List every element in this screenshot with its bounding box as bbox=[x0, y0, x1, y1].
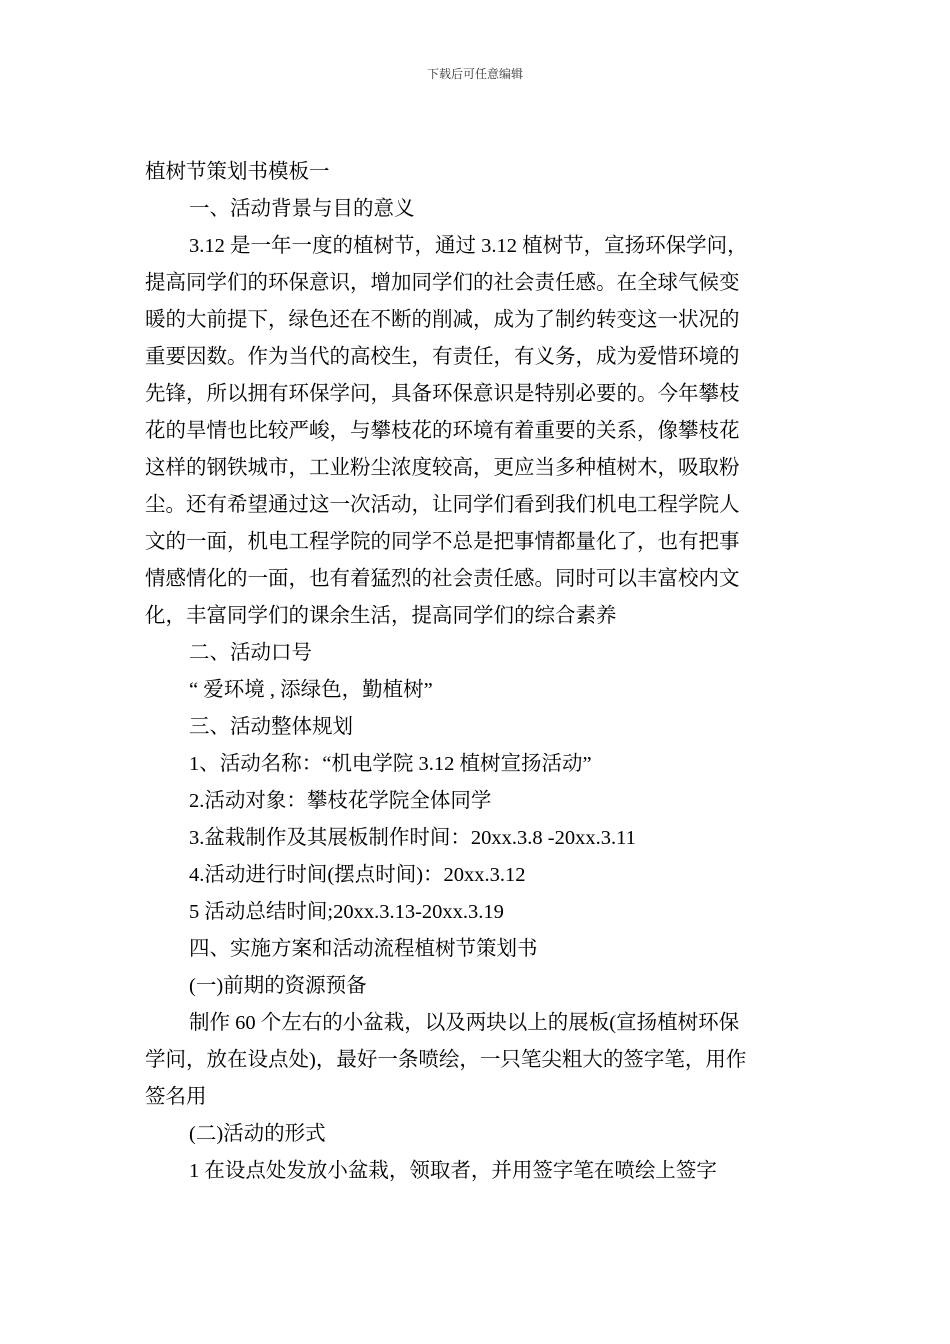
text-line: 4.活动进行时间(摆点时间)：20xx.3.12 bbox=[189, 864, 526, 886]
text-line: 这样的钢铁城市，工业粉尘浓度较高，更应当多种植树木，吸取粉 bbox=[145, 457, 740, 479]
text-line: 文的一面，机电工程学院的同学不总是把事情都量化了，也有把事 bbox=[145, 531, 740, 553]
text-line: 花的旱情也比较严峻，与攀枝花的环境有着重要的关系，像攀枝花 bbox=[145, 420, 740, 442]
text-line: 5 活动总结时间;20xx.3.13-20xx.3.19 bbox=[189, 901, 504, 923]
text-line: 化，丰富同学们的课余生活，提高同学们的综合素养 bbox=[145, 605, 617, 627]
document-body bbox=[145, 154, 810, 1190]
text-line: (一)前期的资源预备 bbox=[189, 975, 367, 997]
text-line: “ 爱环境 , 添绿色，勤植树” bbox=[189, 679, 433, 701]
text-line: 尘。还有希望通过这一次活动，让同学们看到我们机电工程学院人 bbox=[145, 494, 740, 516]
text-line: 1、活动名称：“机电学院 3.12 植树宣扬活动” bbox=[189, 753, 592, 775]
text-line: 先锋，所以拥有环保学问，具备环保意识是特别必要的。今年攀枝 bbox=[145, 383, 740, 405]
text-line: 重要因数。作为当代的高校生，有责任，有义务，成为爱惜环境的 bbox=[145, 346, 740, 368]
text-line: 暖的大前提下，绿色还在不断的削减，成为了制约转变这一状况的 bbox=[145, 309, 740, 331]
text-line: (二)活动的形式 bbox=[189, 1123, 326, 1145]
text-line: 四、实施方案和活动流程植树节策划书 bbox=[189, 938, 538, 960]
text-line: 情感情化的一面，也有着猛烈的社会责任感。同时可以丰富校内文 bbox=[145, 568, 740, 590]
page-header-note: 下载后可任意编辑 bbox=[426, 67, 523, 81]
text-line: 3.12 是一年一度的植树节，通过 3.12 植树节，宣扬环保学问， bbox=[189, 235, 748, 257]
text-line: 一、活动背景与目的意义 bbox=[189, 198, 415, 220]
text-line: 学问，放在设点处)，最好一条喷绘，一只笔尖粗大的签字笔，用作 bbox=[145, 1049, 747, 1071]
text-line: 提高同学们的环保意识，增加同学们的社会责任感。在全球气候变 bbox=[145, 272, 740, 294]
text-line: 三、活动整体规划 bbox=[189, 716, 353, 738]
text-line: 二、活动口号 bbox=[189, 642, 312, 664]
text-line: 签名用 bbox=[145, 1086, 207, 1108]
document-title: 植树节策划书模板一 bbox=[145, 161, 330, 183]
text-line: 2.活动对象：攀枝花学院全体同学 bbox=[189, 790, 492, 812]
text-line: 1 在设点处发放小盆栽，领取者，并用签字笔在喷绘上签字 bbox=[189, 1160, 717, 1182]
document-lines bbox=[145, 191, 810, 1190]
text-line: 制作 60 个左右的小盆栽，以及两块以上的展板(宣扬植树环保 bbox=[189, 1012, 740, 1034]
text-line: 3.盆栽制作及其展板制作时间：20xx.3.8 -20xx.3.11 bbox=[189, 827, 636, 849]
